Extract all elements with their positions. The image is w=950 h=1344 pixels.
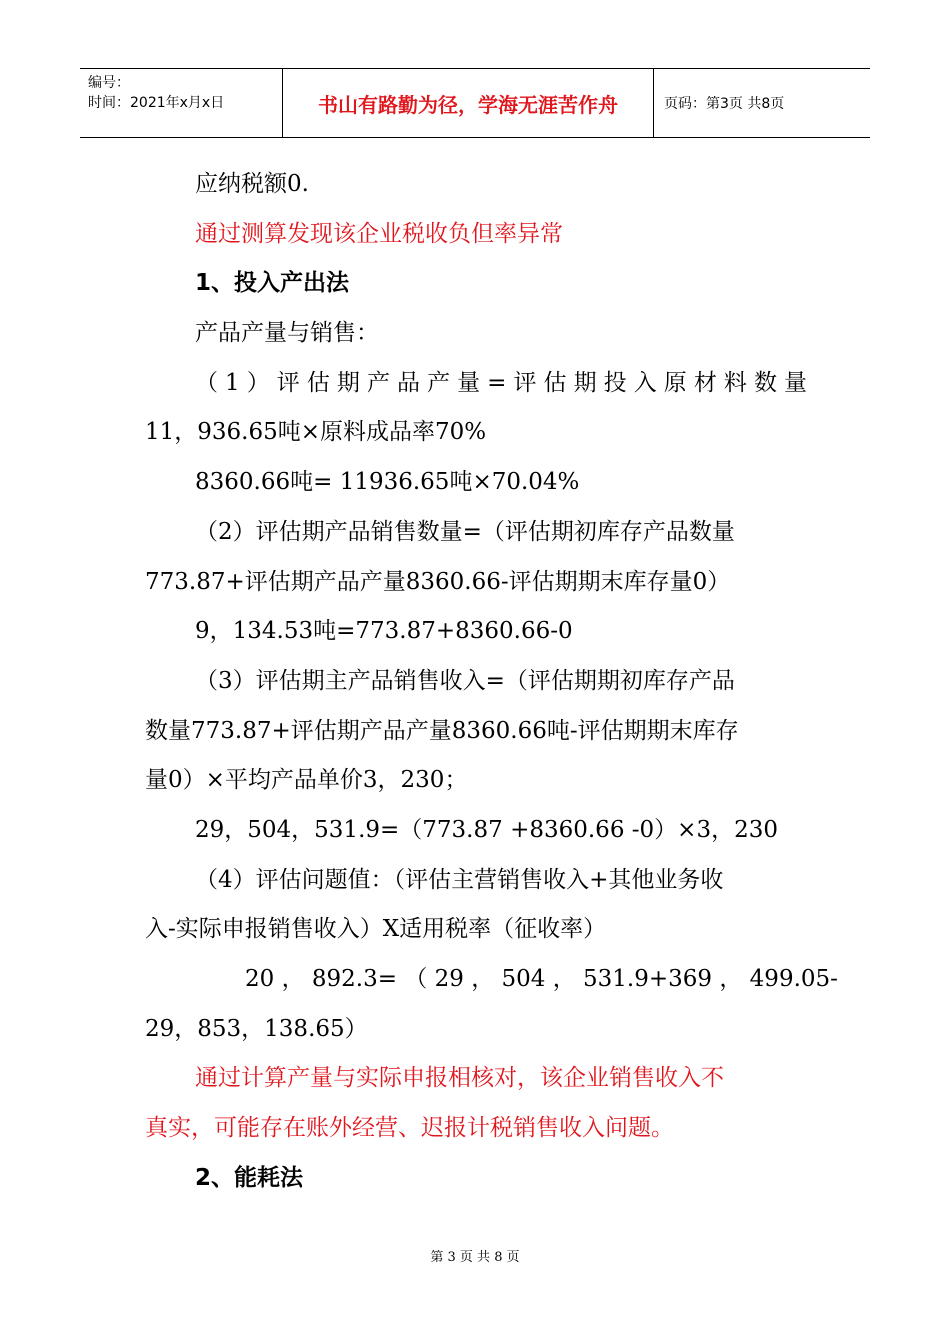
header-meta <box>80 69 283 137</box>
document-body <box>145 160 838 1203</box>
paragraph-line: 量0）×平均产品单价3，230； <box>145 767 468 794</box>
paragraph-line-highlight: 通过测算发现该企业税收负但率异常 <box>195 220 563 247</box>
section-heading: 1、投入产出法 <box>195 270 350 297</box>
paragraph-line: （1）评估期产品产量=评估期投入原材料数量 <box>195 369 807 396</box>
paragraph-line-highlight: 通过计算产量与实际申报相核对，该企业销售收入不 <box>195 1065 724 1092</box>
header-page-label: 页码：第3页 共8页 <box>664 96 785 112</box>
section-heading: 2、能耗法 <box>195 1164 304 1191</box>
paragraph-line: 应纳税额0. <box>195 171 309 197</box>
page-header <box>80 68 870 138</box>
paragraph-line: 9，134.53吨=773.87+8360.66-0 <box>195 618 573 645</box>
paragraph-line: 773.87+评估期产品产量8360.66-评估期期末库存量0） <box>145 568 731 595</box>
date-label: 时间：2021年x月x日 <box>88 95 225 111</box>
paragraph-line: （4）评估问题值：（评估主营销售收入+其他业务收 <box>195 866 724 893</box>
paragraph-line-highlight: 真实，可能存在账外经营、迟报计税销售收入问题。 <box>145 1115 674 1142</box>
paragraph-line: 数量773.87+评估期产品产量8360.66吨-评估期期末库存 <box>145 717 739 744</box>
header-motto: 书山有路勤为径，学海无涯苦作舟 <box>283 69 654 137</box>
paragraph-line: 8360.66吨= 11936.65吨×70.04% <box>195 469 580 496</box>
page-footer: 第 3 页 共 8 页 <box>430 1250 520 1265</box>
paragraph-line: 29，853，138.65） <box>145 1015 368 1042</box>
paragraph-line: 11，936.65吨×原料成品率70% <box>145 419 487 446</box>
paragraph-line: 29，504，531.9=（773.87 +8360.66 -0）×3，230 <box>195 816 778 843</box>
paragraph-line: 入-实际申报销售收入）X适用税率（征收率） <box>145 916 607 943</box>
serial-label: 编号： <box>88 75 130 91</box>
paragraph-line: 20 ， 892.3= （ 29 ， 504 ， 531.9+369 ， 499.05- <box>245 966 838 992</box>
paragraph-line: （2）评估期产品销售数量=（评估期初库存产品数量 <box>195 518 735 545</box>
paragraph-line: （3）评估期主产品销售收入=（评估期期初库存产品 <box>195 667 735 694</box>
paragraph-line: 产品产量与销售： <box>195 320 379 347</box>
